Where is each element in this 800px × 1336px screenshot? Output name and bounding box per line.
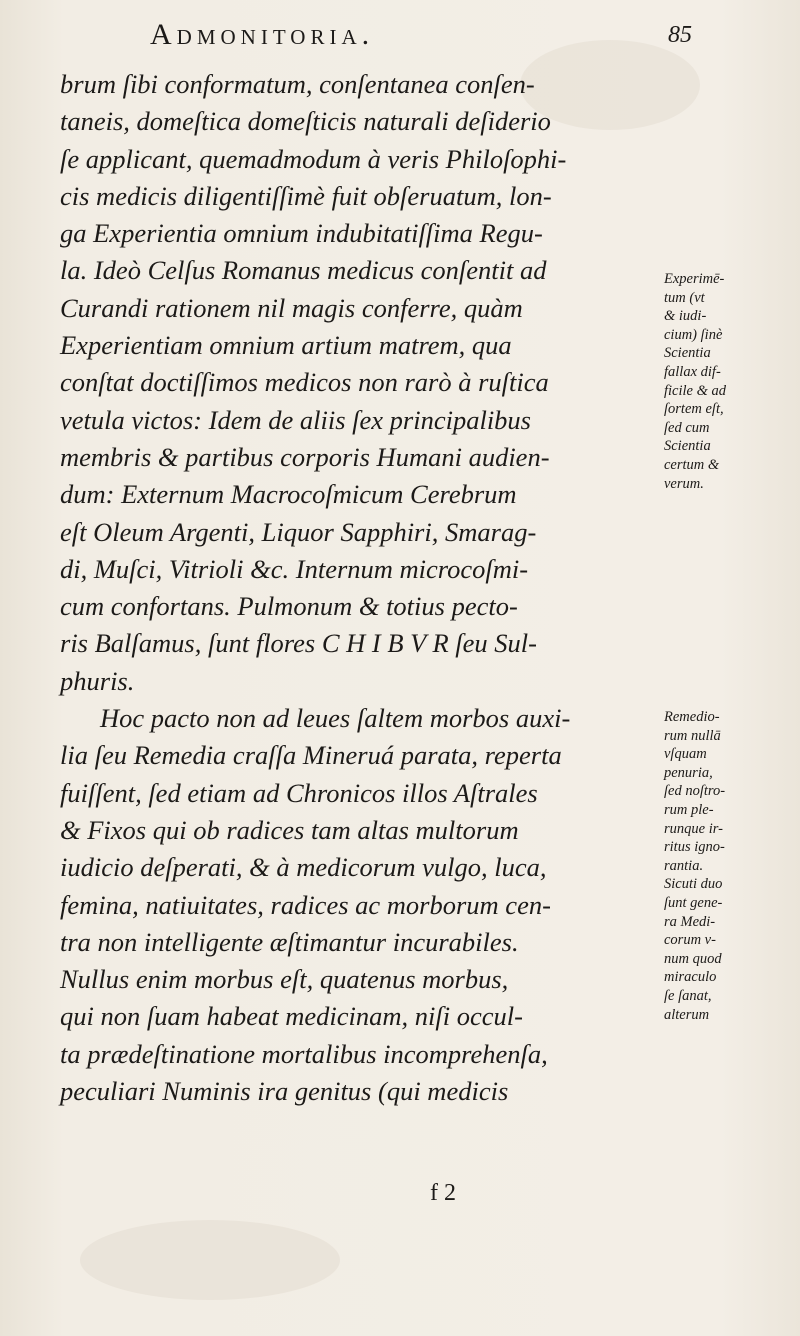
text-line: brum ſibi conformatum, conſentanea conſen-	[60, 69, 535, 99]
text-line: qui non ſuam habeat medicinam, niſi occul-	[60, 1001, 523, 1032]
margin-note-line: ſunt gene-	[664, 894, 723, 911]
text-line: iudicio deſperati, & à medicorum vulgo, luca,	[60, 852, 547, 883]
text-line: phuris.	[60, 665, 135, 696]
margin-note-line: runque ir-	[664, 820, 723, 837]
margin-note-line: certum &	[664, 456, 720, 473]
text-line: eſt Oleum Argenti, Liquor Sapphiri, Smarag-	[60, 516, 537, 547]
margin-note-line: rantia.	[664, 857, 704, 874]
text-line: membris & partibus corporis Humani audien-	[60, 441, 550, 472]
margin-note-line: Scientia	[664, 438, 711, 455]
paragraph-1	[60, 66, 660, 700]
text-line: cum confortans. Pulmonum & totius pecto-	[60, 591, 518, 622]
text-line: conſtat doctiſſimos medicos non rarò à ruſtica	[60, 367, 549, 398]
paper-stain	[80, 1220, 340, 1300]
margin-note-line: cium) ſinè	[664, 326, 723, 343]
text-line: dum: Externum Macrocoſmicum Cerebrum	[60, 479, 517, 510]
margin-note-line: Remedio-	[664, 709, 720, 725]
margin-note-line: Scientia	[664, 345, 711, 362]
margin-note-line: penuria,	[664, 764, 713, 781]
text-line: vetula victos: Idem de aliis ſex principalibus	[60, 404, 531, 435]
margin-note-line: num quod	[664, 950, 722, 967]
text-line: Experientiam omnium artium matrem, qua	[60, 330, 512, 361]
margin-note-line: rum nullā	[664, 727, 721, 744]
text-line: ta prædeſtinatione mortalibus incomprehenſa,	[60, 1038, 548, 1069]
running-title: Admonitoria.	[150, 18, 375, 51]
text-line: cis medicis diligentiſſimè fuit obſeruatum, lon-	[60, 180, 552, 211]
text-line: tra non intelligente æſtimantur incurabiles.	[60, 926, 519, 957]
margin-note-line: miraculo	[664, 969, 717, 986]
text-line: Nullus enim morbus eſt, quatenus morbus,	[60, 964, 509, 995]
text-line: femina, natiuitates, radices ac morborum cen-	[60, 889, 551, 920]
text-line: di, Muſci, Vitrioli &c. Internum microcoſmi-	[60, 553, 529, 584]
margin-note-line: ra Medi-	[664, 913, 716, 930]
text-line: lia ſeu Remedia craſſa Mineruá parata, reperta	[60, 740, 562, 771]
margin-note-line: vſquam	[664, 746, 707, 763]
text-line: ris Balſamus, ſunt flores C H I B V R ſeu Sul-	[60, 628, 537, 659]
text-line: Hoc pacto non ad leues ſaltem morbos auxi-	[100, 703, 571, 734]
text-line: peculiari Numinis ira genitus (qui medicis	[60, 1076, 509, 1107]
page-folio: 85	[668, 22, 692, 48]
margin-note-line: Sicuti duo	[664, 876, 723, 893]
text-line: la. Ideò Celſus Romanus medicus conſentit ad	[60, 255, 547, 286]
text-line: ſe applicant, quemadmodum à veris Philoſophi-	[60, 143, 567, 174]
text-line: taneis, domeſtica domeſticis naturali deſiderio	[60, 106, 551, 137]
margin-note-line: & iudi-	[664, 308, 707, 325]
margin-note-line: ficile & ad	[664, 382, 727, 399]
margin-note-remediorum	[664, 708, 794, 1024]
margin-note-line: tum (vt	[664, 289, 705, 306]
text-line: ga Experientia omnium indubitatiſſima Regu-	[60, 218, 543, 249]
text-line: & Fixos qui ob radices tam altas multorum	[60, 814, 519, 845]
main-text	[60, 66, 660, 1110]
margin-note-line: alterum	[664, 1006, 710, 1023]
margin-note-line: ſortem eſt,	[664, 401, 724, 418]
margin-note-line: ſe ſanat,	[664, 987, 712, 1004]
text-line: fuiſſent, ſed etiam ad Chronicos illos Aſtrales	[60, 777, 538, 808]
margin-note-line: fallax dif-	[664, 363, 721, 380]
catchword: f 2	[430, 1180, 456, 1206]
margin-note-line: verum.	[664, 475, 704, 492]
margin-note-line: rum ple-	[664, 801, 714, 818]
margin-note-line: corum v-	[664, 932, 716, 949]
text-line: Curandi rationem nil magis conferre, quàm	[60, 292, 523, 323]
margin-note-line: ſed noſtro-	[664, 783, 726, 800]
margin-note-line: ſed cum	[664, 419, 710, 436]
margin-note-line: ritus igno-	[664, 839, 725, 856]
margin-note-line: Experimē-	[664, 271, 725, 287]
margin-note-experimentum	[664, 270, 794, 493]
paragraph-2	[60, 700, 660, 1110]
